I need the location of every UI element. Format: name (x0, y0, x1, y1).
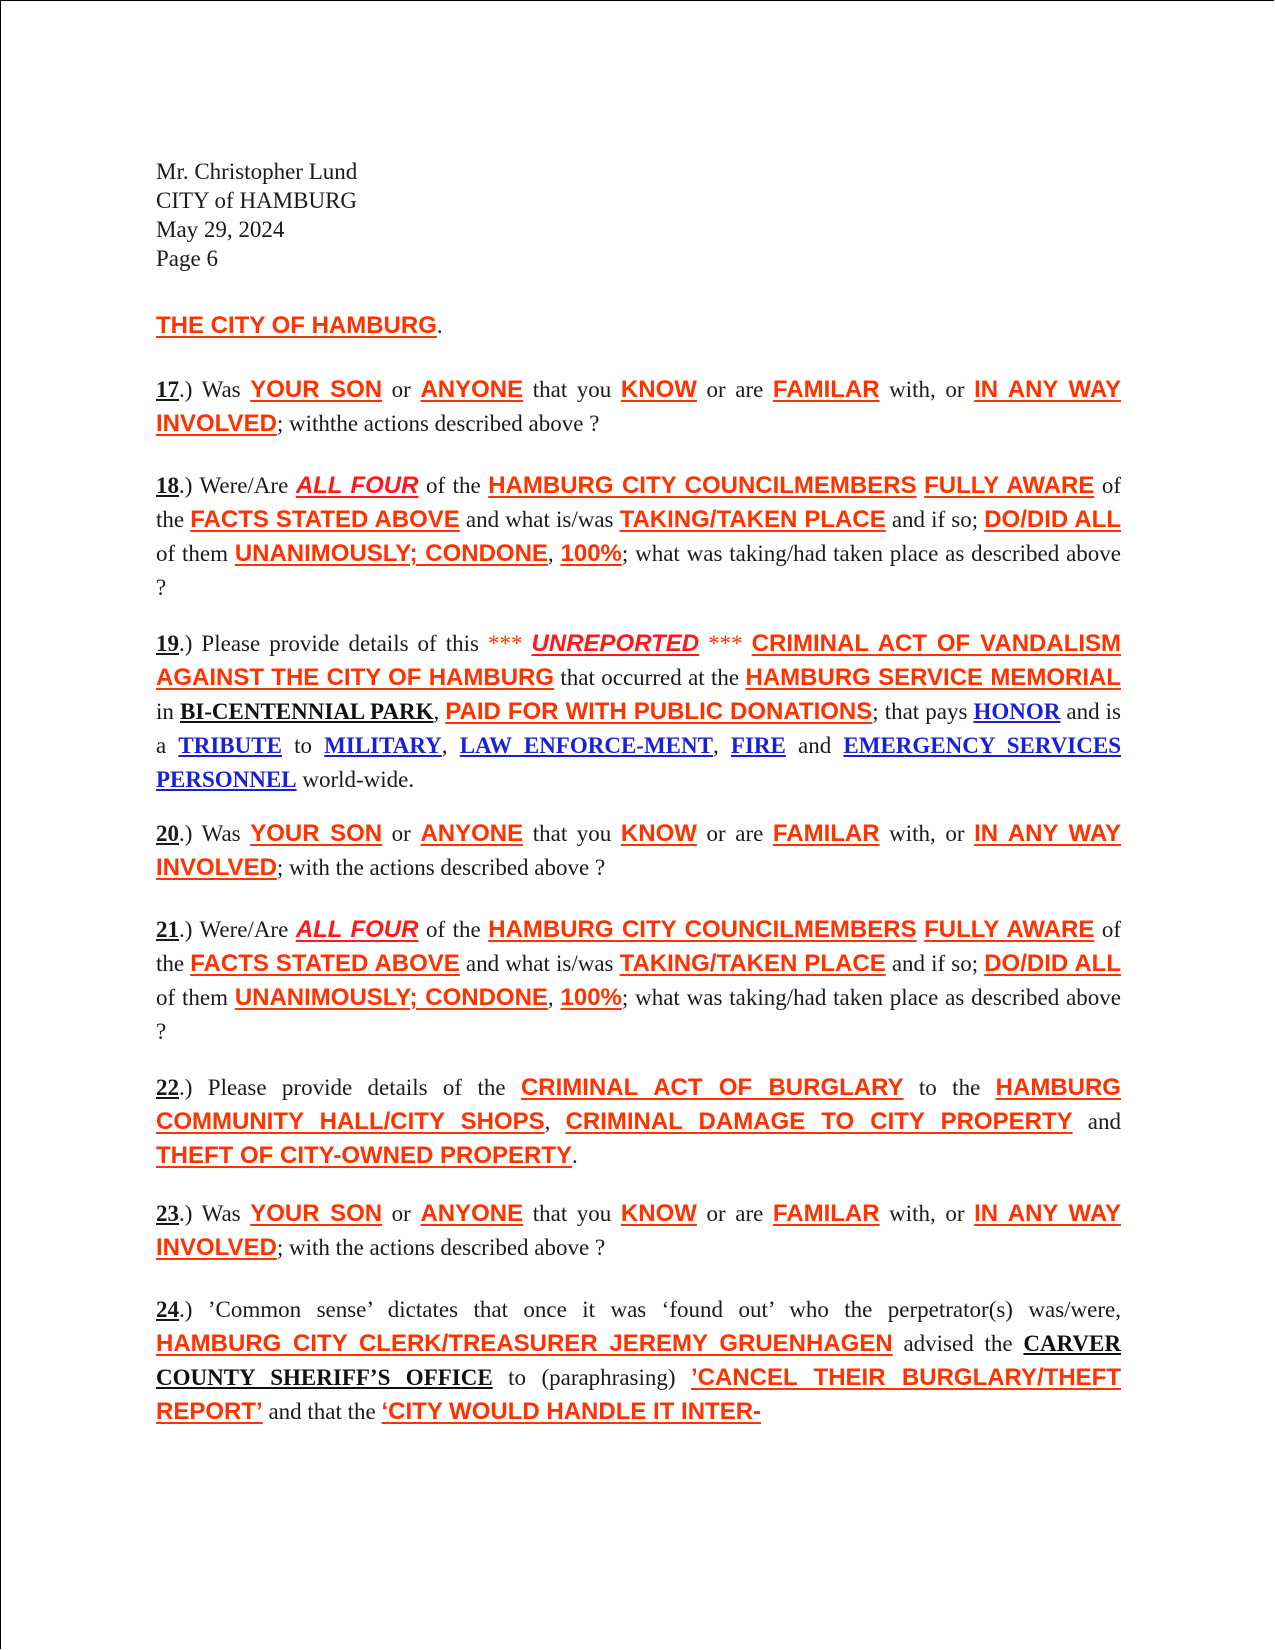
blue-highlight: EMERGENCY SERVICES PERSONNEL (156, 733, 1122, 792)
question-number: 24 (156, 1297, 179, 1322)
question-number: 20 (156, 821, 179, 846)
blue-highlight: LAW ENFORCE-MENT (459, 733, 713, 758)
highlight: FACTS STATED ABOVE (190, 950, 460, 977)
highlight: IN ANY WAY INVOLVED (156, 1200, 1121, 1261)
question-number: 21 (156, 917, 179, 942)
asterisks: *** (488, 631, 523, 656)
blue-highlight: MILITARY (324, 733, 442, 758)
question-number: 23 (156, 1201, 179, 1226)
highlight: 100% (560, 540, 622, 567)
letter-header (156, 157, 357, 273)
question-24: 24.) ’Common sense’ dictates that once it was ‘found out’ who the perpetrator(s) was/were, HAMBURG CITY CLERK/TREASURER JEREMY GRUENHAGEN advised the CARVER COUNTY SHERIFF’S OFFICE to (paraphrasing) ’CANCEL THEIR BURGLARY/THEFT REPORT’ and that the ‘CITY WOULD HANDLE IT INTER- (156, 1297, 1121, 1425)
highlight: ‘CITY WOULD HANDLE IT INTER- (381, 1398, 762, 1425)
letter-date: May 29, 2024 (156, 217, 285, 242)
highlight: IN ANY WAY INVOLVED (156, 376, 1121, 437)
asterisks: *** (708, 631, 743, 656)
intro-highlight: THE CITY OF HAMBURG (156, 312, 437, 339)
highlight: HAMBURG CITY COUNCILMEMBERS (488, 472, 917, 499)
highlight: YOUR SON (250, 820, 383, 847)
question-number: 19 (156, 631, 179, 656)
page-number: Page 6 (156, 246, 218, 271)
highlight: DO/DID ALL (984, 950, 1121, 977)
highlight: 100% (560, 984, 622, 1011)
sheriff-office: CARVER COUNTY SHERIFF’S OFFICE (156, 1331, 1121, 1390)
blue-highlight: FIRE (730, 733, 786, 758)
highlight: TAKING/TAKEN PLACE (619, 950, 886, 977)
question-17: 17.) Was YOUR SON or ANYONE that you KNOW or are FAMILAR with, or IN ANY WAY INVOLVED; withthe actions described above ? (156, 376, 1121, 437)
highlight: DO/DID ALL (984, 506, 1121, 533)
blue-highlight: TRIBUTE (178, 733, 282, 758)
highlight: FAMILAR (772, 820, 880, 847)
highlight: KNOW (620, 820, 697, 847)
highlight: CRIMINAL ACT OF BURGLARY (520, 1074, 904, 1101)
highlight: HAMBURG COMMUNITY HALL/CITY SHOPS (156, 1074, 1121, 1135)
highlight: UNANIMOUSLY; CONDONE (234, 984, 548, 1011)
question-18: 18.) Were/Are ALL FOUR of the HAMBURG CITY COUNCILMEMBERS FULLY AWARE of the FACTS STATED ABOVE and what is/was TAKING/TAKEN PLACE and if so; DO/DID ALL of them UNANIMOUSLY; CONDONE, 100%; what was taking/had taken place as described above ? (156, 472, 1122, 600)
highlight: HAMBURG SERVICE MEMORIAL (745, 664, 1121, 691)
highlight: THEFT OF CITY-OWNED PROPERTY (156, 1142, 573, 1169)
question-20: 20.) Was YOUR SON or ANYONE that you KNOW or are FAMILAR with, or IN ANY WAY INVOLVED; with the actions described above ? (156, 820, 1121, 881)
question-19: 19.) Please provide details of this *** UNREPORTED *** CRIMINAL ACT OF VANDALISM AGAINST THE CITY OF HAMBURG that occurred at the HAMBURG SERVICE MEMORIAL in BI-CENTENNIAL PARK, PAID FOR WITH PUBLIC DONATIONS; that pays HONOR and is a TRIBUTE to MILITARY, LAW ENFORCE-MENT, FIRE and EMERGENCY SERVICES PERSONNEL world-wide. (156, 630, 1122, 792)
highlight: ’CANCEL THEIR BURGLARY/THEFT REPORT’ (156, 1364, 1121, 1425)
highlight: HAMBURG CITY COUNCILMEMBERS (488, 916, 917, 943)
question-21: 21.) Were/Are ALL FOUR of the HAMBURG CITY COUNCILMEMBERS FULLY AWARE of the FACTS STATED ABOVE and what is/was TAKING/TAKEN PLACE and if so; DO/DID ALL of them UNANIMOUSLY; CONDONE, 100%; what was taking/had taken place as described above ? (156, 916, 1122, 1044)
highlight: CRIMINAL ACT OF VANDALISM AGAINST THE CITY OF HAMBURG (156, 630, 1122, 691)
question-23: 23.) Was YOUR SON or ANYONE that you KNOW or are FAMILAR with, or IN ANY WAY INVOLVED; with the actions described above ? (156, 1200, 1121, 1261)
highlight: PAID FOR WITH PUBLIC DONATIONS (445, 698, 873, 725)
highlight: FAMILAR (772, 1200, 880, 1227)
highlight: ALL FOUR (295, 916, 419, 943)
highlight: FACTS STATED ABOVE (190, 506, 460, 533)
highlight: IN ANY WAY INVOLVED (156, 820, 1121, 881)
intro-line: THE CITY OF HAMBURG. (156, 312, 443, 339)
highlight: UNANIMOUSLY; CONDONE (234, 540, 548, 567)
highlight: ANYONE (420, 376, 524, 403)
highlight: CRIMINAL DAMAGE TO CITY PROPERTY (565, 1108, 1073, 1135)
highlight: KNOW (620, 1200, 697, 1227)
question-22: 22.) Please provide details of the CRIMINAL ACT OF BURGLARY to the HAMBURG COMMUNITY HALL/CITY SHOPS, CRIMINAL DAMAGE TO CITY PROPERTY and THEFT OF CITY-OWNED PROPERTY. (156, 1074, 1122, 1169)
highlight: ANYONE (420, 1200, 524, 1227)
highlight: HAMBURG CITY CLERK/TREASURER JEREMY GRUENHAGEN (156, 1330, 893, 1357)
park-name: BI-CENTENNIAL PARK (179, 699, 434, 724)
highlight: ALL FOUR (295, 472, 419, 499)
recipient-org: CITY of HAMBURG (156, 188, 358, 213)
question-number: 22 (156, 1075, 179, 1100)
recipient-name: Mr. Christopher Lund (156, 159, 358, 184)
highlight: UNREPORTED (531, 630, 700, 657)
highlight: TAKING/TAKEN PLACE (619, 506, 886, 533)
highlight: FULLY AWARE (924, 916, 1095, 943)
highlight: YOUR SON (250, 376, 383, 403)
highlight: FAMILAR (772, 376, 880, 403)
highlight: FULLY AWARE (924, 472, 1095, 499)
question-number: 17 (156, 377, 179, 402)
highlight: YOUR SON (250, 1200, 383, 1227)
highlight: KNOW (620, 376, 697, 403)
blue-highlight: HONOR (973, 699, 1061, 724)
question-number: 18 (156, 473, 179, 498)
highlight: ANYONE (420, 820, 524, 847)
